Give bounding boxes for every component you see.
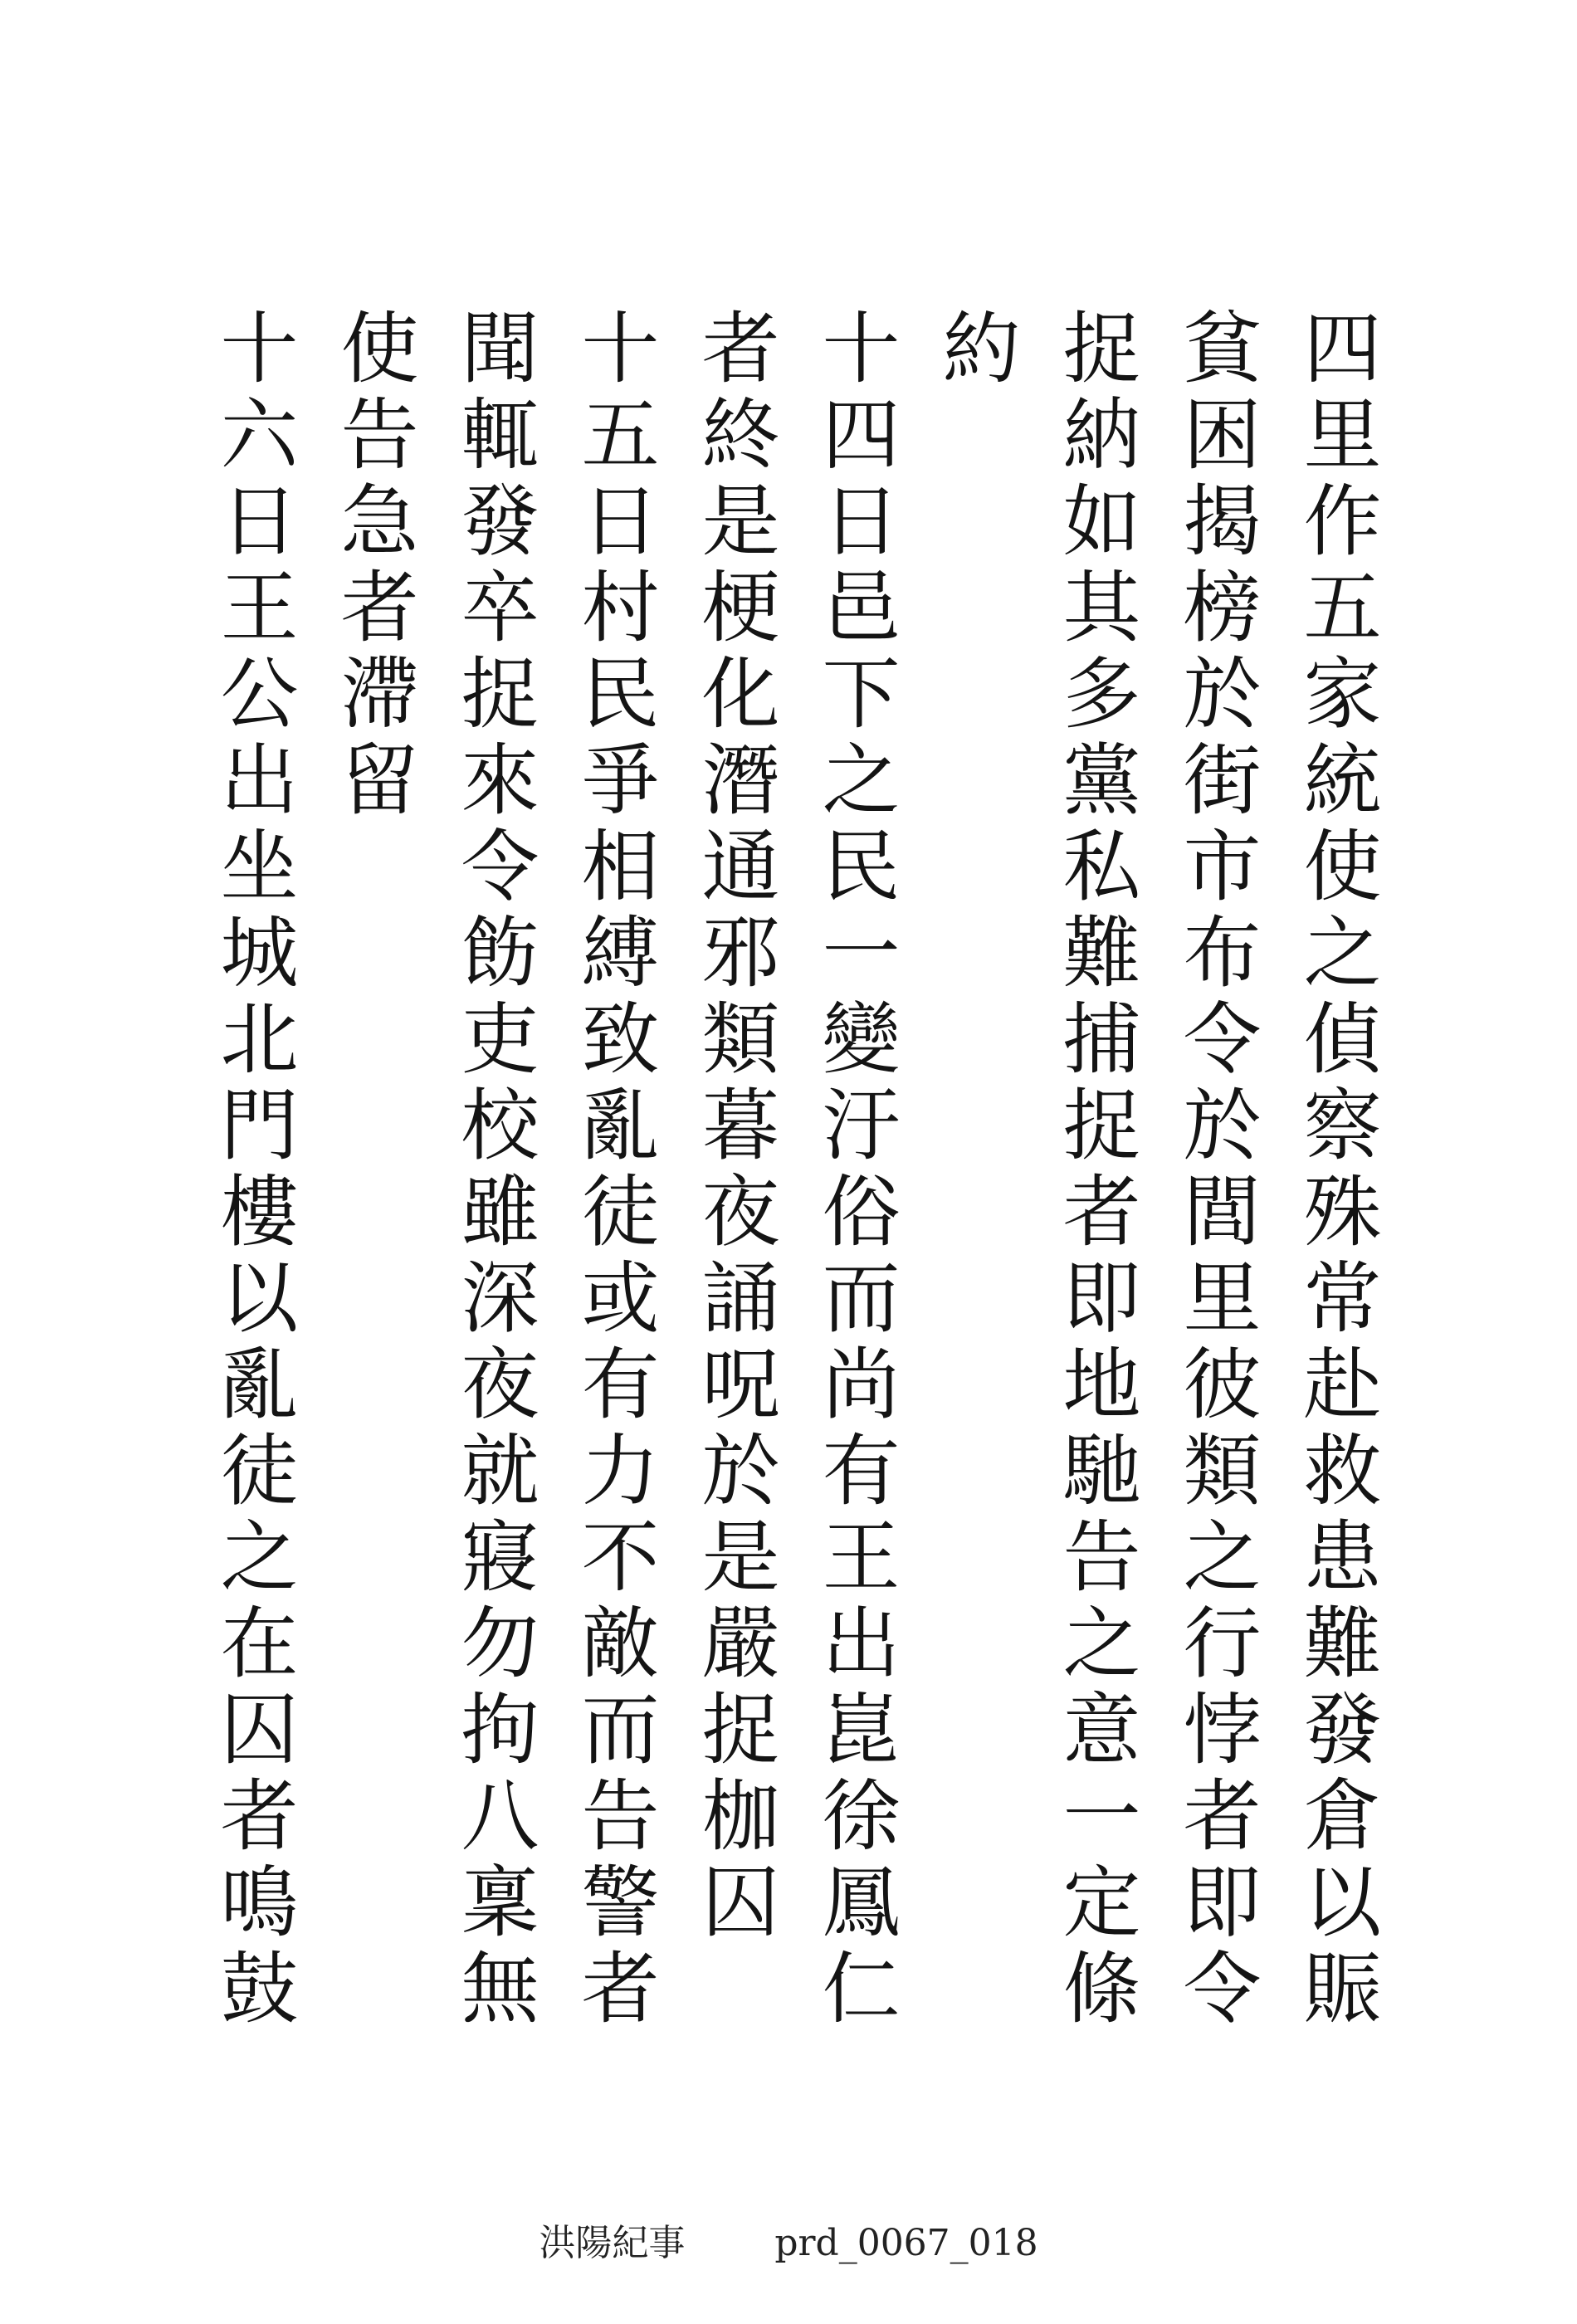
- text-column-10: 十六日王公出坐城北門樓以亂徒之在囚者鳴鼓: [207, 307, 297, 2034]
- footer-title: 洪陽紀事: [539, 2222, 686, 2264]
- vertical-text-block: [206, 307, 1384, 2067]
- text-column-4: 約: [929, 307, 1019, 393]
- text-column-8: 聞輒發卒捉來令飭吏校雖深夜就寢勿拘八稟無: [447, 307, 538, 2034]
- text-column-5: 十四日邑下之民一變汙俗而尚有王出崑徐鳳仁: [808, 307, 899, 2034]
- footer-code: prd_0067_018: [774, 2222, 1038, 2264]
- text-column-9: 使告急者滯留: [327, 307, 417, 825]
- text-column-3: 捉納如其多黨私難捕捉者即地馳告之意一定條: [1049, 307, 1140, 2034]
- page-footer: [0, 2213, 1577, 2266]
- text-column-2: 貧困揭榜於街市布令於閭里彼類之行悖者即令: [1169, 307, 1260, 2034]
- text-column-6: 者終是梗化潛通邪類暮夜誦呪於是嚴捉枷囚: [688, 307, 779, 1947]
- text-column-7: 十五日村民爭相縛致亂徒或有力不敵而告警者: [568, 307, 658, 2034]
- text-column-1: 四里作五家統使之偵察殊常赴救患難發倉以賑: [1290, 307, 1380, 2034]
